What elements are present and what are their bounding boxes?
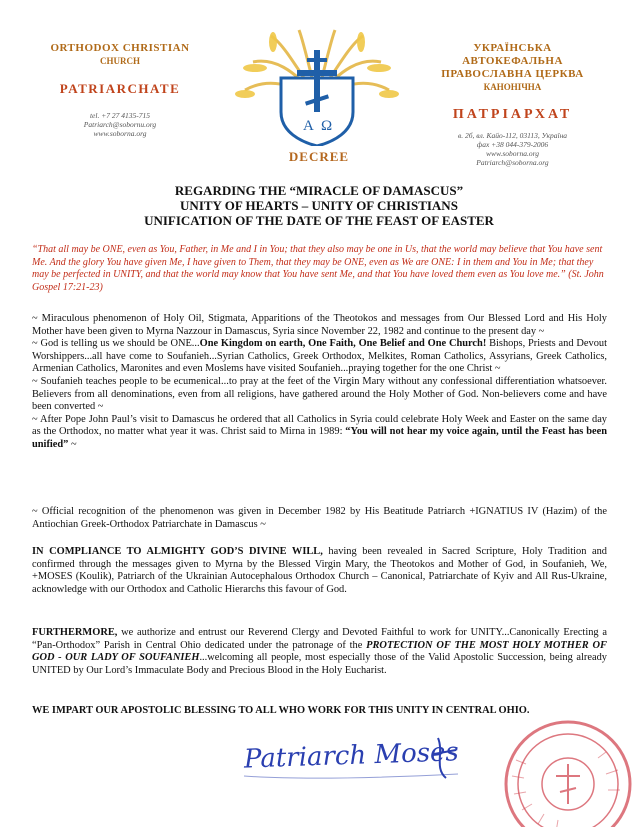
alpha-glyph: Α [303, 118, 314, 134]
header-right-title-2: ПРАВОСЛАВНА ЦЕРКВА [441, 68, 584, 80]
paragraph-one-kingdom: ~ God is telling us we should be ONE...One Kingdom on earth, One Faith, One Belief and One Church! Bishops, Priests and Devout Worshippers...all have come to Soufanieh...Syrian Catholics, Greek Orthodox, Melkites, Roman Catholics, Assyrians, Greek Catholics, Armenian Catholics, Maronites and even Moslems have visited Soufanieh...praying together for the one Christ ~ [32, 338, 607, 375]
header-left [40, 42, 200, 138]
paragraph-miracle: ~ Miraculous phenomenon of Holy Oil, Stigmata, Apparitions of the Theotokos and messages from Our Blessed Lord and His Holy Mother have been given to Myrna Nazzour in Damascus, Syria since November 22, 1982 and continue to the present day ~ [32, 313, 607, 337]
svg-text:Patriarch Moses: Patriarch Moses [243, 737, 460, 775]
header-right-contact: в. 2б, вл. Кайо-112, 03113, Україна фах +38 044-379-2006 www.soborna.org Patriarch@soborna.org [457, 131, 568, 167]
omega-glyph: Ω [321, 118, 333, 134]
paragraph-pope-visit: ~ After Pope John Paul’s visit to Damascus he ordered that all Catholics in Syria could celebrate Holy Week and Easter on the same day as the Orthodox, no matter what year it was. Christ said to Mirna in 1989: “You will not hear my voice again, until the Feast has been unified” ~ [32, 413, 607, 450]
paragraph-compliance: IN COMPLIANCE TO ALMIGHTY GOD’S DIVINE WILL, having been revealed in Sacred Scripture, Holy Tradition and confirmed through the messages given to Myrna by the Blessed Virgin Mary, the Theotokos and Mother of God, in Soufanieh, We, +MOSES (Koulik), Patriarch of the Ukrainian Autocephalous Orthodox Church – Canonical, Patriarchate of Kyiv and All Rus-Ukraine, acknowledge with our Orthodox and Catholic Hierarchs this favour of God. [32, 546, 607, 595]
paragraph-ecumenical: ~ Soufanieh teaches people to be ecumenical...to pray at the feet of the Virgin Mary without any confessional differentiation whatsoever. Believers from all denominations, even from all religions, have gathered around the Holy Mother of God. Non-believers come and have been converted ~ [32, 375, 607, 413]
paragraph-official-recognition: ~ Official recognition of the phenomenon was given in December 1982 by His Beatitude Patriarch +IGNATIUS IV (Hazim) of the Antiochian Greek-Orthodox Patriarchate in Damascus ~ [32, 506, 607, 530]
body-section-1 [32, 313, 607, 452]
header-right-subtitle: КАНОНІЧНА [483, 82, 542, 92]
header-left-contact: tel. +7 27 4135-715 Patriarch@sobornu.org www.soborna.org [83, 111, 157, 138]
header-left-patriarchate: PATRIARCHATE [59, 81, 181, 96]
header-left-title: ORTHODOX CHRISTIAN [50, 42, 190, 54]
paragraph-furthermore: FURTHERMORE, we authorize and entrust our Reverend Clergy and Devoted Faithful to work for UNITY...Canonically Erecting a “Pan-Orthodox” Parish in Central Ohio dedicated under the patronage of the PROTECTION OF THE MOST HOLY MOTHER OF GOD - OUR LADY OF SOUFANIEH...welcoming all people, most especially those of the Valid Apostolic Succession, being already UNITED by Our Lord’s Immaculate Body and Precious Blood in the Holy Eucharist. [32, 627, 607, 676]
header-right-patriarchate: ПАТРІАРХАТ [452, 107, 573, 122]
church-emblem-icon [233, 28, 401, 146]
title-line-1: REGARDING THE “MIRACLE OF DAMASCUS” [174, 183, 464, 198]
title-line-3: UNIFICATION OF THE DATE OF THE FEAST OF EASTER [144, 213, 494, 228]
official-seal-stamp [486, 700, 636, 827]
apostolic-blessing: WE IMPART OUR APOSTOLIC BLESSING TO ALL WHO WORK FOR THIS UNITY IN CENTRAL OHIO. [32, 705, 530, 716]
gospel-quote: “That all may be ONE, even as You, Father, in Me and I in You; that they also may be one in Us, that the world may believe that You have sent Me. And the glory You have given Me, I have given to Them, that they may be ONE, even as We are ONE: I in them and You in Me; that they may be perfected in UNITY, and that the world may know that You have sent Me, and that You have loved them even as You love me.” (St. John Gospel 17:21-23) [32, 244, 604, 293]
decree-titles [0, 183, 638, 228]
patriarch-signature [238, 728, 468, 788]
header-right-title-1: УКРАЇНСЬКА АВТОКЕФАЛЬНА [462, 42, 563, 67]
header-left-subtitle: CHURCH [100, 56, 140, 66]
decree-label: DECREE [288, 149, 350, 164]
title-line-2: UNITY OF HEARTS – UNITY OF CHRISTIANS [180, 198, 458, 213]
